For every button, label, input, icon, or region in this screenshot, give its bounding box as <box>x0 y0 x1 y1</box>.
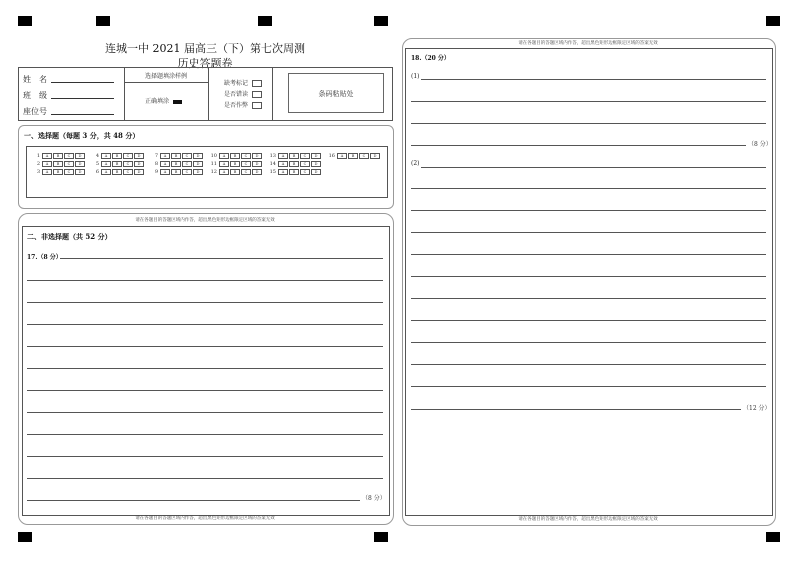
mc-option-bubble[interactable]: D <box>311 161 321 167</box>
mc-option-bubble[interactable]: D <box>252 169 262 175</box>
mc-option-bubble[interactable]: B <box>53 153 63 159</box>
mc-question-1 <box>32 152 86 160</box>
mc-option-bubble[interactable]: A <box>101 153 111 159</box>
q17-first-line[interactable] <box>60 258 383 259</box>
q18-answer-box <box>405 48 773 516</box>
mc-option-bubble[interactable]: B <box>53 169 63 175</box>
answer-line[interactable] <box>27 368 383 369</box>
mc-question-number: 9 <box>154 169 158 175</box>
mc-question-number: 3 <box>36 169 40 175</box>
mc-question-number: 13 <box>269 153 276 159</box>
mc-option-bubble[interactable]: D <box>75 161 85 167</box>
mc-question-number: 1 <box>36 153 40 159</box>
mc-option-bubble[interactable]: B <box>112 153 122 159</box>
mc-option-bubble[interactable]: A <box>42 169 52 175</box>
answer-line[interactable] <box>411 320 766 321</box>
mc-question-16 <box>327 152 381 160</box>
answer-line[interactable] <box>27 390 383 391</box>
mc-option-bubble[interactable]: C <box>300 169 310 175</box>
mc-option-bubble[interactable]: D <box>193 161 203 167</box>
mc-option-bubble[interactable]: A <box>219 153 229 159</box>
mc-option-bubble[interactable]: A <box>160 169 170 175</box>
boundary-notice: 请在各题目的答题区域内作答，超出黑色矩形边框限定区域的答案无效 <box>135 218 275 223</box>
mc-question-13 <box>268 152 322 160</box>
mc-option-bubble[interactable]: C <box>300 153 310 159</box>
mc-option-bubble[interactable]: D <box>75 169 85 175</box>
mc-option-bubble[interactable]: A <box>219 161 229 167</box>
mc-question-number: 2 <box>36 161 40 167</box>
mc-option-bubble[interactable]: B <box>112 169 122 175</box>
q18-part1-score: （8 分） <box>748 141 772 148</box>
answer-line-last[interactable] <box>411 409 741 410</box>
cheat-label: 是否作弊 <box>224 102 249 109</box>
registration-mark <box>96 16 110 26</box>
answer-line[interactable] <box>27 346 383 347</box>
q18-label: 18.（20 分） <box>411 55 450 62</box>
mc-option-bubble[interactable]: B <box>112 161 122 167</box>
mc-option-bubble[interactable]: D <box>311 153 321 159</box>
mc-option-bubble[interactable]: D <box>75 153 85 159</box>
mc-option-bubble[interactable]: D <box>134 169 144 175</box>
mc-option-bubble[interactable]: A <box>337 153 347 159</box>
section2-answer-box <box>22 226 390 516</box>
mc-question-number: 5 <box>95 161 99 167</box>
checkbox-icon <box>252 91 262 98</box>
mc-question-14 <box>268 160 322 168</box>
mc-question-number: 6 <box>95 169 99 175</box>
mc-option-bubble[interactable]: C <box>64 161 74 167</box>
mc-option-bubble[interactable]: D <box>134 153 144 159</box>
mc-option-bubble[interactable]: C <box>300 161 310 167</box>
mc-option-bubble[interactable]: D <box>193 153 203 159</box>
mc-question-7 <box>150 152 204 160</box>
mc-option-bubble[interactable]: C <box>182 161 192 167</box>
mc-question-number: 4 <box>95 153 99 159</box>
mc-question-number: 15 <box>269 169 276 175</box>
mc-question-3 <box>32 168 86 176</box>
mc-option-bubble[interactable]: C <box>64 153 74 159</box>
mc-option-bubble[interactable]: A <box>160 153 170 159</box>
answer-line[interactable] <box>27 412 383 413</box>
mc-question-number: 11 <box>210 161 217 167</box>
mc-option-bubble[interactable]: C <box>123 161 133 167</box>
seat-label: 座位号 <box>23 107 47 116</box>
q18-part2-label: (2) <box>411 160 420 167</box>
q18-part1-label: (1) <box>411 73 420 80</box>
registration-mark <box>766 532 780 542</box>
q18-part2-first-line[interactable] <box>421 167 766 168</box>
q18-part2-score: （12 分） <box>743 405 771 412</box>
mc-question-8 <box>150 160 204 168</box>
class-field[interactable] <box>51 98 114 99</box>
registration-mark <box>258 16 272 26</box>
section1-title: 一、选择题（每题 3 分，共 48 分） <box>24 131 140 140</box>
mc-option-bubble[interactable]: B <box>53 161 63 167</box>
exam-title: 连城一中 2021 届高三（下）第七次周测 <box>105 42 305 55</box>
mc-option-bubble[interactable]: B <box>171 153 181 159</box>
section2-title: 二、非选择题（共 52 分） <box>27 232 112 241</box>
registration-mark <box>374 16 388 26</box>
mc-option-bubble[interactable]: A <box>278 153 288 159</box>
mc-question-6 <box>91 168 145 176</box>
fill-example-heading: 选择题填涂样例 <box>144 73 187 80</box>
mc-question-5 <box>91 160 145 168</box>
barcode-label: 条码粘贴处 <box>318 90 354 98</box>
mc-question-number: 7 <box>154 153 158 159</box>
boundary-notice-right-bottom: 请在各题目的答题区域内作答，超出黑色矩形边框限定区域的答案无效 <box>518 517 658 522</box>
exam-subtitle: 历史答题卷 <box>177 57 233 70</box>
mc-option-bubble[interactable]: B <box>289 153 299 159</box>
answer-line[interactable] <box>411 342 766 343</box>
mc-option-bubble[interactable]: C <box>182 169 192 175</box>
mc-option-bubble[interactable]: A <box>42 153 52 159</box>
mc-option-bubble[interactable]: C <box>241 169 251 175</box>
mc-option-bubble[interactable]: A <box>219 169 229 175</box>
answer-line[interactable] <box>411 188 766 189</box>
answer-line[interactable] <box>411 276 766 277</box>
answer-line[interactable] <box>411 298 766 299</box>
mc-question-15 <box>268 168 322 176</box>
q18-part1-first-line[interactable] <box>421 79 766 80</box>
name-field[interactable] <box>51 82 114 83</box>
mc-option-bubble[interactable]: D <box>252 153 262 159</box>
mc-option-bubble[interactable]: D <box>311 169 321 175</box>
mc-question-number: 14 <box>269 161 276 167</box>
registration-mark <box>766 16 780 26</box>
mc-option-bubble[interactable]: B <box>230 161 240 167</box>
registration-mark <box>18 532 32 542</box>
cheat-check[interactable] <box>224 100 262 109</box>
q17-label: 17.（8 分） <box>27 254 62 261</box>
answer-line[interactable] <box>27 302 383 303</box>
mc-option-bubble[interactable]: B <box>230 169 240 175</box>
info-divider <box>124 82 208 83</box>
fill-example-correct <box>145 96 182 105</box>
misread-check[interactable] <box>224 89 262 98</box>
boundary-notice-right-top: 请在各题目的答题区域内作答，超出黑色矩形边框限定区域的答案无效 <box>518 41 658 46</box>
mc-option-bubble[interactable]: B <box>230 153 240 159</box>
mc-option-bubble[interactable]: A <box>42 161 52 167</box>
answer-line[interactable] <box>27 324 383 325</box>
info-divider <box>208 67 209 120</box>
mc-question-9 <box>150 168 204 176</box>
mc-option-bubble[interactable]: B <box>289 169 299 175</box>
mc-question-number: 16 <box>328 153 335 159</box>
mc-question-number: 8 <box>154 161 158 167</box>
mc-option-bubble[interactable]: A <box>101 161 111 167</box>
answer-line-last[interactable] <box>27 500 360 501</box>
misread-label: 是否错读 <box>224 91 249 98</box>
mc-option-bubble[interactable]: B <box>289 161 299 167</box>
mc-option-bubble[interactable]: D <box>193 169 203 175</box>
mc-option-bubble[interactable]: A <box>160 161 170 167</box>
mc-option-bubble[interactable]: C <box>123 153 133 159</box>
mc-option-bubble[interactable]: C <box>241 161 251 167</box>
info-divider <box>272 67 273 120</box>
answer-line[interactable] <box>27 434 383 435</box>
mc-question-4 <box>91 152 145 160</box>
answer-line[interactable] <box>411 232 766 233</box>
mc-option-bubble[interactable]: D <box>370 153 380 159</box>
mc-option-bubble[interactable]: D <box>134 161 144 167</box>
mc-question-11 <box>209 160 263 168</box>
answer-line[interactable] <box>411 123 766 124</box>
boundary-notice-bottom: 请在各题目的答题区域内作答，超出黑色矩形边框限定区域的答案无效 <box>135 516 275 521</box>
mc-option-bubble[interactable]: C <box>241 153 251 159</box>
answer-line[interactable] <box>27 456 383 457</box>
mc-question-number: 10 <box>210 153 217 159</box>
mc-question-10 <box>209 152 263 160</box>
mc-option-bubble[interactable]: C <box>182 153 192 159</box>
checkbox-icon <box>252 80 262 87</box>
seat-field[interactable] <box>51 114 114 115</box>
answer-line[interactable] <box>411 386 766 387</box>
filled-box-icon <box>173 100 182 104</box>
mc-option-bubble[interactable]: A <box>101 169 111 175</box>
name-label: 姓 名 <box>23 75 47 84</box>
answer-line[interactable] <box>411 101 766 102</box>
mc-option-bubble[interactable]: B <box>171 161 181 167</box>
correct-fill-label: 正确填涂 <box>145 98 170 105</box>
mc-option-bubble[interactable]: B <box>348 153 358 159</box>
mc-option-bubble[interactable]: C <box>123 169 133 175</box>
answer-line[interactable] <box>27 280 383 281</box>
answer-line-last[interactable] <box>411 145 746 146</box>
mc-question-2 <box>32 160 86 168</box>
mc-option-bubble[interactable]: D <box>252 161 262 167</box>
answer-line[interactable] <box>27 478 383 479</box>
mc-option-bubble[interactable]: A <box>278 161 288 167</box>
absent-check[interactable] <box>224 78 262 87</box>
mc-option-bubble[interactable]: C <box>64 169 74 175</box>
registration-mark <box>18 16 32 26</box>
answer-line[interactable] <box>411 364 766 365</box>
mc-question-12 <box>209 168 263 176</box>
mc-option-bubble[interactable]: C <box>359 153 369 159</box>
mc-question-number: 12 <box>210 169 217 175</box>
mc-option-bubble[interactable]: B <box>171 169 181 175</box>
answer-line[interactable] <box>411 254 766 255</box>
q17-score: （8 分） <box>362 495 386 502</box>
answer-line[interactable] <box>411 210 766 211</box>
absent-label: 缺考标记 <box>224 80 249 87</box>
checkbox-icon <box>252 102 262 109</box>
registration-mark <box>374 532 388 542</box>
mc-option-bubble[interactable]: A <box>278 169 288 175</box>
class-label: 班 级 <box>23 91 47 100</box>
